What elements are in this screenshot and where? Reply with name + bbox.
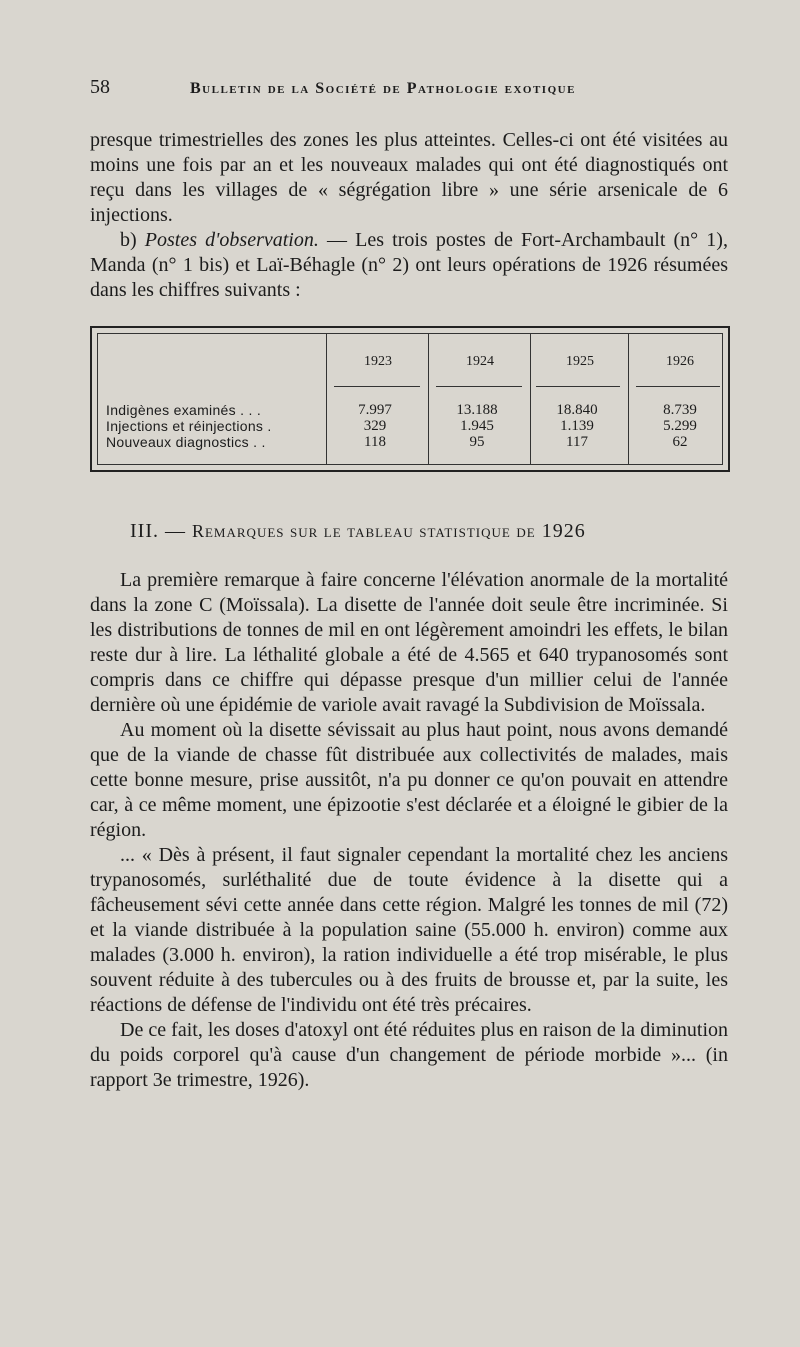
table-cell: 1.945 [460,418,494,434]
table-cell: 1.139 [560,418,594,434]
header-rule [436,386,522,387]
header-rule [334,386,420,387]
postes-text: — Les trois postes de Fort-Archambault (n° 1), Manda (n° 1 bis) et Laï-Béhagle (n° 2) ont leurs opérations de 1926 résumées dans les chiffres suivants : [90,229,728,301]
column-header-1924: 1924 [466,354,494,369]
table-cell: 329 [363,418,387,434]
table-cell: 13.188 [456,402,498,418]
table-inner-frame [97,333,723,465]
postes-title: Postes d'observation. [144,229,319,251]
table-cell: 7.997 [358,402,392,418]
paragraph-4: De ce fait, les doses d'atoxyl ont été réduites plus en raison de la diminution du poids corporel qu'à cause d'un changement de période morbide »... (in rapport 3e trimestre, 1926). [90,1019,728,1091]
column-divider [530,334,531,464]
postes-paragraph [90,228,728,303]
column-divider [326,334,327,464]
section-heading [130,520,586,543]
section-number: III. — [130,520,192,542]
statistics-table [90,326,730,472]
table-cell: 117 [566,434,588,450]
postes-label: b) [120,229,145,251]
column-header-1925: 1925 [566,354,594,369]
paragraph-3: ... « Dès à présent, il faut signaler cependant la mortalité chez les anciens trypanosomés, surléthalité due de toute évidence à la disette qui a fâcheusement sévi cette année dans cette région. Malgré les tonnes de mil (72) et la viande distribuée à la population saine (55.000 h. environ) comme aux malades (3.000 h. environ), la ration individuelle a été trop misérable, le plus souvent réduite à des tubercules ou à des fruits de brousse et, par la suite, les réactions de défense de l'individu ont été très précaires. [90,844,728,1016]
table-cell: 5.299 [663,418,697,434]
section-year: 1926 [541,520,586,542]
table-cell: 62 [672,434,688,450]
row-label-diagnostics: Nouveaux diagnostics . . [106,434,266,450]
column-divider [428,334,429,464]
intro-paragraph [90,128,728,303]
table-cell: 8.739 [663,402,697,418]
row-label-injections: Injections et réinjections . [106,418,272,434]
intro-text: presque trimestrielles des zones les plus atteintes. Celles-ci ont été visitées au moins une fois par an et les nouveaux malades qui ont été diagnostiqués ont reçu dans les villages de « ségrégation libre » une série arsenicale de 6 injections. [90,129,728,226]
page-number: 58 [90,76,110,98]
paragraph-2: Au moment où la disette sévissait au plus haut point, nous avons demandé que de la viande de chasse fût distribuée aux collectivités de malades, mais cette bonne mesure, prise aussitôt, n'a pu donner ce qu'on pouvait en attendre car, à ce même moment, une épizootie s'est déclarée et a éloigné le gibier de la région. [90,719,728,841]
column-header-1926: 1926 [666,354,694,369]
section-title-text: Remarques sur le tableau statistique de [191,521,536,541]
column-divider [628,334,629,464]
header-rule [536,386,620,387]
body-text [90,568,728,1093]
header-rule [636,386,720,387]
row-label-examines: Indigènes examinés . . . [106,402,262,418]
table-cell: 18.840 [556,402,598,418]
page-header [90,76,732,106]
paragraph-1: La première remarque à faire concerne l'élévation anormale de la mortalité dans la zone C (Moïssala). La disette de l'année doit seule être incriminée. Si les distributions de tonnes de mil en ont légèrement amoindri les effets, le bilan reste dur à lire. La léthalité globale a été de 4.565 et 640 trypanosomés sont compris dans ce chiffre qui dépasse presque d'un millier celui de l'année dernière où une épidémie de variole avait ravagé la Subdivision de Moïssala. [90,569,728,716]
table-cell: 95 [469,434,485,450]
column-header-1923: 1923 [364,354,392,369]
running-title: Bulletin de la Société de Pathologie exotique [190,80,576,97]
table-cell: 118 [364,434,386,450]
